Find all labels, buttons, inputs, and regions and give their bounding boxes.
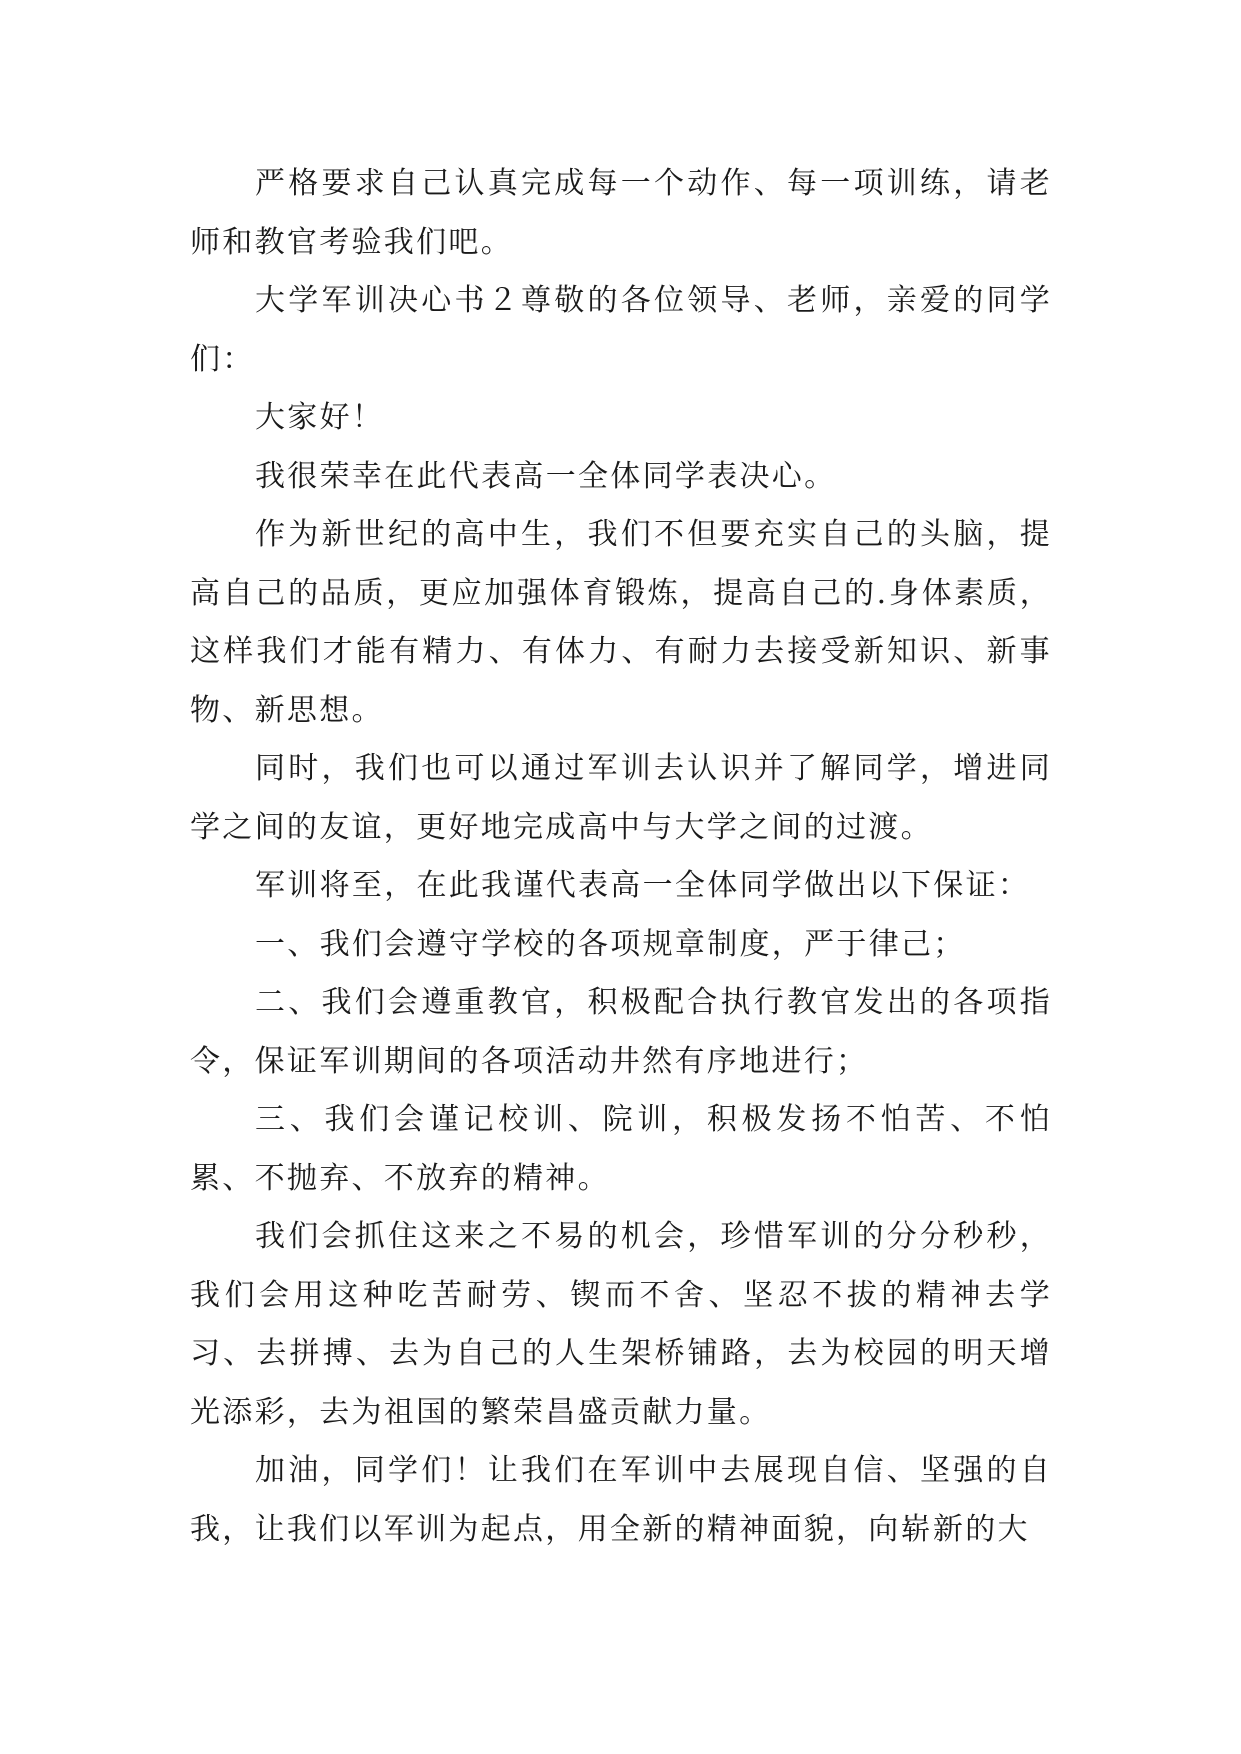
paragraph: 一、我们会遵守学校的各项规章制度，严于律己； bbox=[255, 926, 966, 962]
paragraph: 作为新世纪的高中生，我们不但要充实自己的头脑，提高自己的品质，更应加强体育锻炼，提高自己的.身体素质，这样我们才能有精力、有体力、有耐力去接受新知识、新事物、新思想。 bbox=[190, 517, 1052, 728]
document-body bbox=[190, 155, 1052, 1559]
paragraph: 大家好！ bbox=[255, 400, 385, 435]
paragraph: 大学军训决心书２尊敬的各位领导、老师，亲爱的同学们： bbox=[190, 283, 1052, 377]
paragraph: 军训将至，在此我谨代表高一全体同学做出以下保证： bbox=[255, 868, 1031, 903]
paragraph: 三、我们会谨记校训、院训，积极发扬不怕苦、不怕累、不抛弃、不放弃的精神。 bbox=[190, 1102, 1052, 1196]
paragraph: 同时，我们也可以通过军训去认识并了解同学，增进同学之间的友谊，更好地完成高中与大学之间的过渡。 bbox=[190, 751, 1052, 845]
paragraph: 严格要求自己认真完成每一个动作、每一项训练，请老师和教官考验我们吧。 bbox=[190, 166, 1052, 260]
paragraph: 我很荣幸在此代表高一全体同学表决心。 bbox=[255, 458, 837, 494]
paragraph: 我们会抓住这来之不易的机会，珍惜军训的分分秒秒，我们会用这种吃苦耐劳、锲而不舍、坚忍不拔的精神去学习、去拼搏、去为自己的人生架桥铺路，去为校园的明天增光添彩，去为祖国的繁荣昌盛贡献力量。 bbox=[190, 1219, 1052, 1430]
paragraph: 加油，同学们！让我们在军训中去展现自信、坚强的自我，让我们以军训为起点，用全新的精神面貌，向崭新的大 bbox=[190, 1453, 1052, 1547]
paragraph: 二、我们会遵重教官，积极配合执行教官发出的各项指令，保证军训期间的各项活动井然有序地进行； bbox=[190, 985, 1052, 1079]
